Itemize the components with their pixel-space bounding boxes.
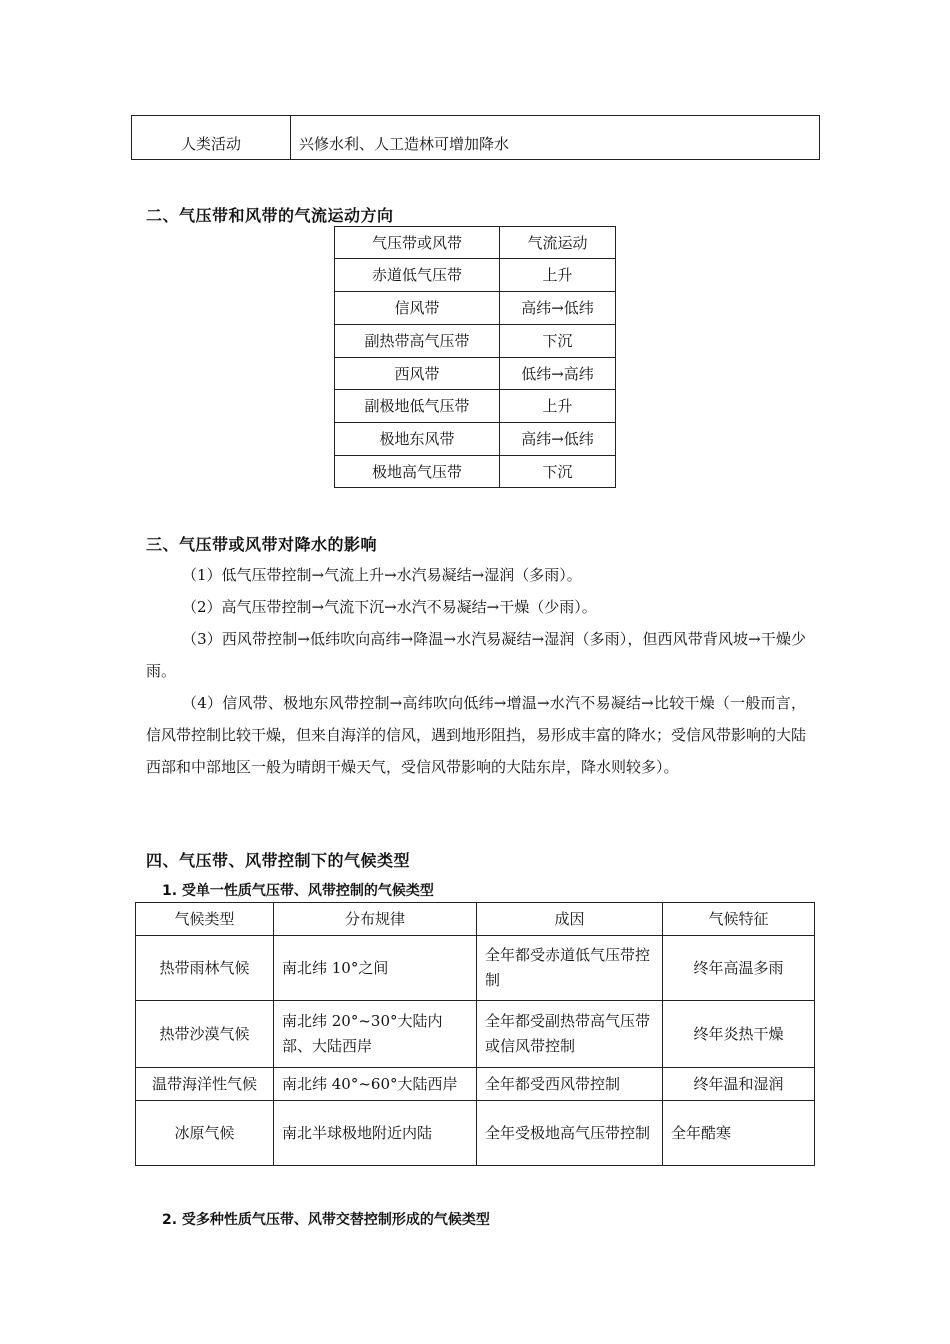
human-activity-label: 人类活动 [132, 116, 291, 160]
climate-cell: 热带雨林气候 [136, 936, 274, 1001]
climate-header-feature: 气候特征 [663, 903, 815, 936]
airflow-cell: 极地东风带 [335, 423, 500, 456]
section4-sub1: 1. 受单一性质气压带、风带控制的气候类型 [162, 883, 434, 899]
airflow-cell: 高纬→低纬 [500, 292, 616, 325]
climate-cell: 全年酷寒 [663, 1101, 815, 1166]
table-row [136, 903, 815, 936]
climate-header-cause: 成因 [477, 903, 663, 936]
paragraph: （3）西风带控制→低纬吹向高纬→降温→水汽易凝结→湿润（多雨），但西风带背风坡→干燥少雨。 [146, 630, 806, 680]
table-row [335, 259, 616, 292]
paragraph: （4）信风带、极地东风带控制→高纬吹向低纬→增温→水汽不易凝结→比较干燥（一般而言，信风带控制比较干燥，但来自海洋的信风，遇到地形阻挡，易形成丰富的降水；受信风带影响的大陆西部和中部地区一般为晴朗干燥天气，受信风带影响的大陆东岸，降水则较多）。 [146, 694, 807, 776]
section3-title: 三、气压带或风带对降水的影响 [146, 535, 378, 554]
airflow-cell: 上升 [500, 390, 616, 423]
paragraph: （2）高气压带控制→气流下沉→水汽不易凝结→干燥（少雨）。 [182, 598, 597, 616]
climate-cell: 南北纬 20°~30°大陆内部、大陆西岸 [274, 1001, 477, 1068]
section2-title: 二、气压带和风带的气流运动方向 [146, 206, 394, 225]
airflow-cell: 低纬→高纬 [500, 358, 616, 390]
section4-sub2: 2. 受多种性质气压带、风带交替控制形成的气候类型 [162, 1212, 490, 1228]
airflow-header-motion: 气流运动 [500, 227, 616, 259]
climate-cell: 冰原气候 [136, 1101, 274, 1166]
climate-cell: 终年温和湿润 [663, 1068, 815, 1101]
table-row [136, 936, 815, 1001]
paragraph: （1）低气压带控制→气流上升→水汽易凝结→湿润（多雨）。 [182, 566, 582, 584]
airflow-cell: 下沉 [500, 456, 616, 488]
climate-cell: 温带海洋性气候 [136, 1068, 274, 1101]
airflow-cell: 下沉 [500, 325, 616, 358]
climate-table [135, 902, 815, 1166]
table-row [335, 390, 616, 423]
climate-cell: 热带沙漠气候 [136, 1001, 274, 1068]
airflow-cell: 高纬→低纬 [500, 423, 616, 456]
airflow-cell: 赤道低气压带 [335, 259, 500, 292]
table-row [335, 227, 616, 259]
climate-cell: 南北纬 40°~60°大陆西岸 [274, 1068, 477, 1101]
climate-cell: 全年都受西风带控制 [477, 1068, 663, 1101]
airflow-table [334, 226, 616, 488]
airflow-cell: 副热带高气压带 [335, 325, 500, 358]
airflow-cell: 副极地低气压带 [335, 390, 500, 423]
airflow-cell: 上升 [500, 259, 616, 292]
section3-paragraphs [146, 559, 806, 783]
climate-cell: 全年受极地高气压带控制 [477, 1101, 663, 1166]
climate-header-distribution: 分布规律 [274, 903, 477, 936]
climate-cell: 终年炎热干燥 [663, 1001, 815, 1068]
climate-cell: 全年都受赤道低气压带控制 [477, 936, 663, 1001]
table-row [136, 1001, 815, 1068]
table-row [335, 325, 616, 358]
climate-header-type: 气候类型 [136, 903, 274, 936]
table-row [136, 1068, 815, 1101]
airflow-cell: 西风带 [335, 358, 500, 390]
human-activity-value: 兴修水利、人工造林可增加降水 [291, 116, 820, 160]
climate-cell: 南北半球极地附近内陆 [274, 1101, 477, 1166]
climate-cell: 南北纬 10°之间 [274, 936, 477, 1001]
human-activity-table [131, 115, 820, 160]
table-row [136, 1101, 815, 1166]
airflow-cell: 信风带 [335, 292, 500, 325]
table-row [335, 292, 616, 325]
airflow-header-belt: 气压带或风带 [335, 227, 500, 259]
table-row [132, 116, 820, 160]
airflow-cell: 极地高气压带 [335, 456, 500, 488]
table-row [335, 456, 616, 488]
table-row [335, 423, 616, 456]
climate-cell: 全年都受副热带高气压带或信风带控制 [477, 1001, 663, 1068]
climate-cell: 终年高温多雨 [663, 936, 815, 1001]
table-row [335, 358, 616, 390]
section4-title: 四、气压带、风带控制下的气候类型 [146, 851, 411, 870]
